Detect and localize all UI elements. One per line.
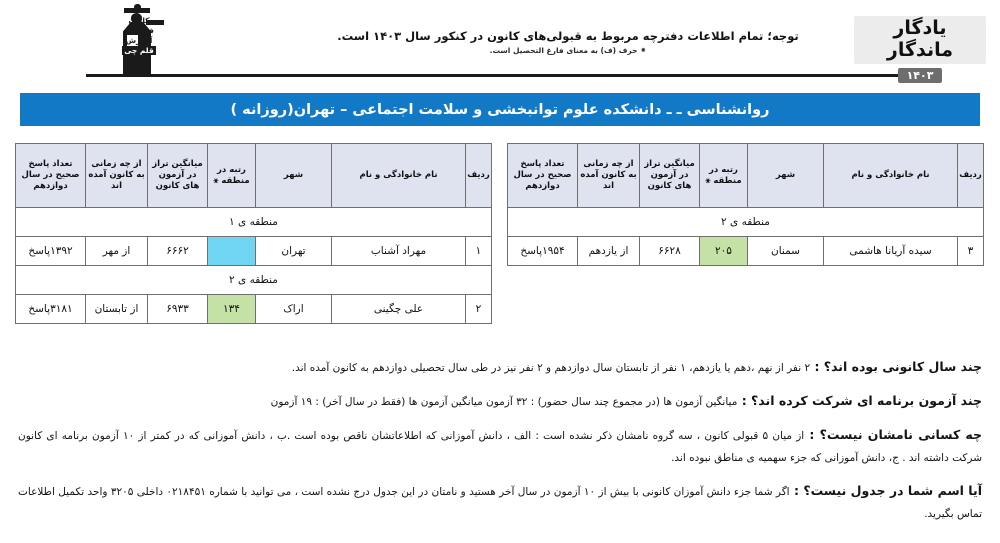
header-row [16, 144, 492, 208]
cell-rank [208, 237, 256, 266]
document-header [0, 0, 1000, 88]
region-section-row [16, 266, 492, 295]
col-header-answers: تعداد پاسخ صحیح در سال دوازدهم [16, 144, 86, 208]
cell-average: ۶۶۶۲ [148, 237, 208, 266]
table-row [508, 237, 984, 266]
logo-line-2: فرهنگی [124, 26, 154, 35]
notice-main-text: توجه؛ تمام اطلاعات دفترچه مربوط به قبولی‌های کانون در کنکور سال ۱۴۰۳ است. [337, 29, 799, 43]
note-answer: اگر شما جزء دانش آموزان کانونی با بیش از ۱۰ آزمون در سال آخر هستید و نامتان در این جدول درج نشده است ، می توانید با شماره ۰۲۱۸۴۵۱ داخلی ۳۲۰۵ واحد تکمیل اطلاعات تماس بگیرید. [18, 486, 982, 520]
note-question: چه کسانی نامشان نیست؟ : [804, 427, 982, 442]
table-row [16, 237, 492, 266]
cell-name: سیده آریانا هاشمی [824, 237, 958, 266]
cell-city: اراک [256, 295, 332, 324]
cell-rank: ۲۰۵ [700, 237, 748, 266]
logo-line-1: کانون [128, 16, 150, 25]
col-header-city: شهر [748, 144, 824, 208]
note-answer: از میان ۵ قبولی کانون ، سه گروه نامشان ذکر نشده است : الف ، دانش آموزانی که اطلاعاتشان ناقص بوده است .ب ، دانش آموزانی که در کمتر از ۱۰ آزمون برنامه ای کانون شرکت داشته اند . ج، دانش آموزانی که جزء سهمیه ی مناطق نبوده اند. [18, 430, 982, 464]
note-paragraph [18, 390, 982, 413]
region-section-label: منطقه ی ۲ [508, 208, 984, 237]
col-header-city: شهر [256, 144, 332, 208]
notes-section [18, 345, 982, 533]
col-header-name: نام خانوادگی و نام [332, 144, 466, 208]
region-section-row [16, 208, 492, 237]
col-header-rank: رتبه در منطقه ⚹ [700, 144, 748, 208]
cell-answers: ۳۱۸۱پاسخ [16, 295, 86, 324]
tables-container [16, 143, 984, 324]
kanoon-logo [86, 4, 154, 76]
cell-radif: ۳ [958, 237, 984, 266]
cell-average: ۶۶۲۸ [640, 237, 700, 266]
col-header-since: از چه زمانی به کانون آمده اند [578, 144, 640, 208]
note-paragraph [18, 356, 982, 379]
note-paragraph [18, 424, 982, 469]
cell-answers: ۱۹۵۴پاسخ [508, 237, 578, 266]
col-header-radif: ردیف [466, 144, 492, 208]
note-question: چند سال کانونی بوده اند؟ : [810, 359, 982, 374]
logo-wordmark [122, 16, 156, 55]
cell-radif: ۲ [466, 295, 492, 324]
note-question: آیا اسم شما در جدول نیست؟ : [789, 483, 982, 498]
brand-year-badge: ۱۴۰۳ [898, 68, 943, 83]
table-head [508, 144, 984, 208]
cell-name: علی چگینی [332, 295, 466, 324]
header-divider [86, 74, 916, 77]
cell-since: از مهر [86, 237, 148, 266]
acceptance-table-left [507, 143, 984, 266]
col-header-name: نام خانوادگی و نام [824, 144, 958, 208]
note-answer: ۲ نفر از نهم ،دهم یا یازدهم، ۱ نفر از تابستان سال دوازدهم و ۲ نفر نیز در طی سال تحصیلی دوازدهم به کانون آمده اند. [291, 362, 811, 374]
brand-block [854, 16, 986, 83]
cell-name: مهراد آشناب [332, 237, 466, 266]
table-row [16, 295, 492, 324]
acceptance-table-right [15, 143, 492, 324]
region-section-label: منطقه ی ۲ [16, 266, 492, 295]
cell-rank: ۱۳۴ [208, 295, 256, 324]
cell-city: تهران [256, 237, 332, 266]
right-table-wrap [16, 143, 492, 324]
left-table-wrap [508, 143, 984, 324]
col-header-rank: رتبه در منطقه ⚹ [208, 144, 256, 208]
cell-average: ۶۹۳۳ [148, 295, 208, 324]
col-header-answers: تعداد پاسخ صحیح در سال دوازدهم [508, 144, 578, 208]
table-body [16, 208, 492, 324]
notice-footnote-text: ⁕ حرف (ف) به معنای فارغ التحصیل است. [489, 46, 647, 55]
col-header-average: میانگین تراز در آزمون های کانون [640, 144, 700, 208]
region-section-label: منطقه ی ۱ [16, 208, 492, 237]
cell-since: از تابستان [86, 295, 148, 324]
table-body [508, 208, 984, 266]
col-header-radif: ردیف [958, 144, 984, 208]
cell-since: از یازدهم [578, 237, 640, 266]
note-paragraph [18, 480, 982, 525]
note-question: چند آزمون برنامه ای شرکت کرده اند؟ : [737, 393, 982, 408]
cell-city: سمنان [748, 237, 824, 266]
header-notice [288, 28, 848, 55]
header-row [508, 144, 984, 208]
page-title: روانشناسی ـ ـ دانشکده علوم توانبخشی و سلامت اجتماعی – تهران(روزانه ) [20, 93, 980, 126]
cell-answers: ۱۳۹۲پاسخ [16, 237, 86, 266]
region-section-row [508, 208, 984, 237]
brand-title: یادگار ماندگار [854, 16, 986, 64]
col-header-since: از چه زمانی به کانون آمده اند [86, 144, 148, 208]
col-header-average: میانگین تراز در آزمون های کانون [148, 144, 208, 208]
table-head [16, 144, 492, 208]
note-answer: میانگین آزمون ها (در مجموع چند سال حضور) : ۳۲ آزمون میانگین آزمون ها (فقط در سال آخر) : ۱۹ آزمون [270, 396, 738, 408]
logo-line-3: آموزش [125, 36, 153, 45]
logo-line-4: قلم چی [122, 46, 156, 55]
cell-radif: ۱ [466, 237, 492, 266]
